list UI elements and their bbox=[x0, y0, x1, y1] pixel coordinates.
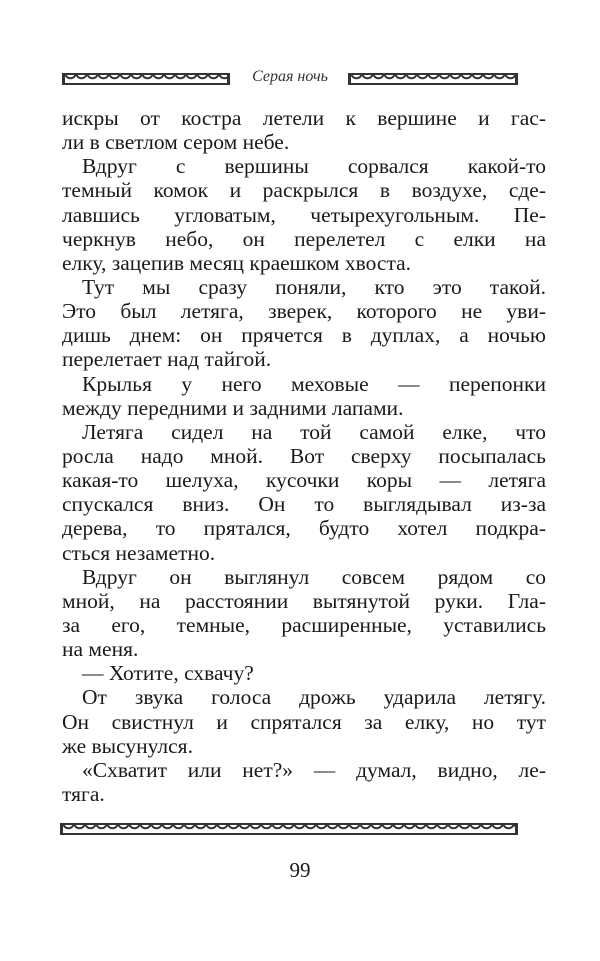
text-line: Летяга сидел на той самой елке, что bbox=[82, 419, 546, 444]
text-line: сться незаметно. bbox=[62, 540, 216, 565]
text-line: между передними и задними лапами. bbox=[62, 395, 404, 420]
running-title: Серая ночь bbox=[252, 68, 328, 85]
text-line: искры от костра летели к вершине и гас- bbox=[62, 106, 546, 130]
text-line: елку, зацепив месяц краешком хвоста. bbox=[62, 250, 412, 275]
text-line: за его, темные, расширенные, уставились bbox=[62, 612, 546, 637]
page-number: 99 bbox=[289, 858, 311, 882]
text-line: тяга. bbox=[62, 781, 105, 806]
text-line: Это был летяга, зверек, которого не уви- bbox=[62, 299, 546, 324]
text-line: же высунулся. bbox=[62, 733, 193, 758]
header-ornament-right bbox=[348, 73, 518, 85]
text-line: — Хотите, схвачу? bbox=[82, 661, 254, 686]
footer-ornament bbox=[60, 823, 518, 835]
text-line: перелетает над тайгой. bbox=[62, 347, 272, 372]
text-line: Крылья у него меховые — перепонки bbox=[82, 371, 546, 396]
text-line: на меня. bbox=[62, 637, 139, 662]
text-line: Он свистнул и спрятался за елку, но тут bbox=[62, 709, 546, 734]
text-line: черкнув небо, он перелетел с елки на bbox=[62, 226, 546, 251]
text-line: спускался вниз. Он то выглядывал из-за bbox=[62, 492, 546, 517]
text-line: росла надо мной. Вот сверху посыпалась bbox=[62, 443, 546, 468]
text-line: дишь днем: он прячется в дуплах, а ночью bbox=[62, 323, 546, 348]
text-line: От звука голоса дрожь ударила летягу. bbox=[82, 685, 546, 710]
text-line: ли в светлом сером небе. bbox=[62, 130, 290, 155]
text-line: Вдруг с вершины сорвался какой-то bbox=[82, 154, 546, 179]
text-line: лавшись угловатым, четырехугольным. Пе- bbox=[62, 202, 546, 227]
text-line: Тут мы сразу поняли, кто это такой. bbox=[82, 274, 546, 299]
text-line: темный комок и раскрылся в воздухе, сде- bbox=[62, 178, 546, 203]
text-line: дерева, то прятался, будто хотел подкра- bbox=[62, 516, 546, 541]
text-line: мной, на расстоянии вытянутой руки. Гла- bbox=[62, 588, 546, 613]
text-line: «Схватит или нет?» — думал, видно, ле- bbox=[82, 757, 546, 782]
text-line: какая-то шелуха, кусочки коры — летяга bbox=[62, 468, 546, 493]
header-ornament-left bbox=[62, 73, 230, 85]
text-line: Вдруг он выглянул совсем рядом со bbox=[82, 564, 546, 589]
body-text bbox=[62, 106, 546, 806]
